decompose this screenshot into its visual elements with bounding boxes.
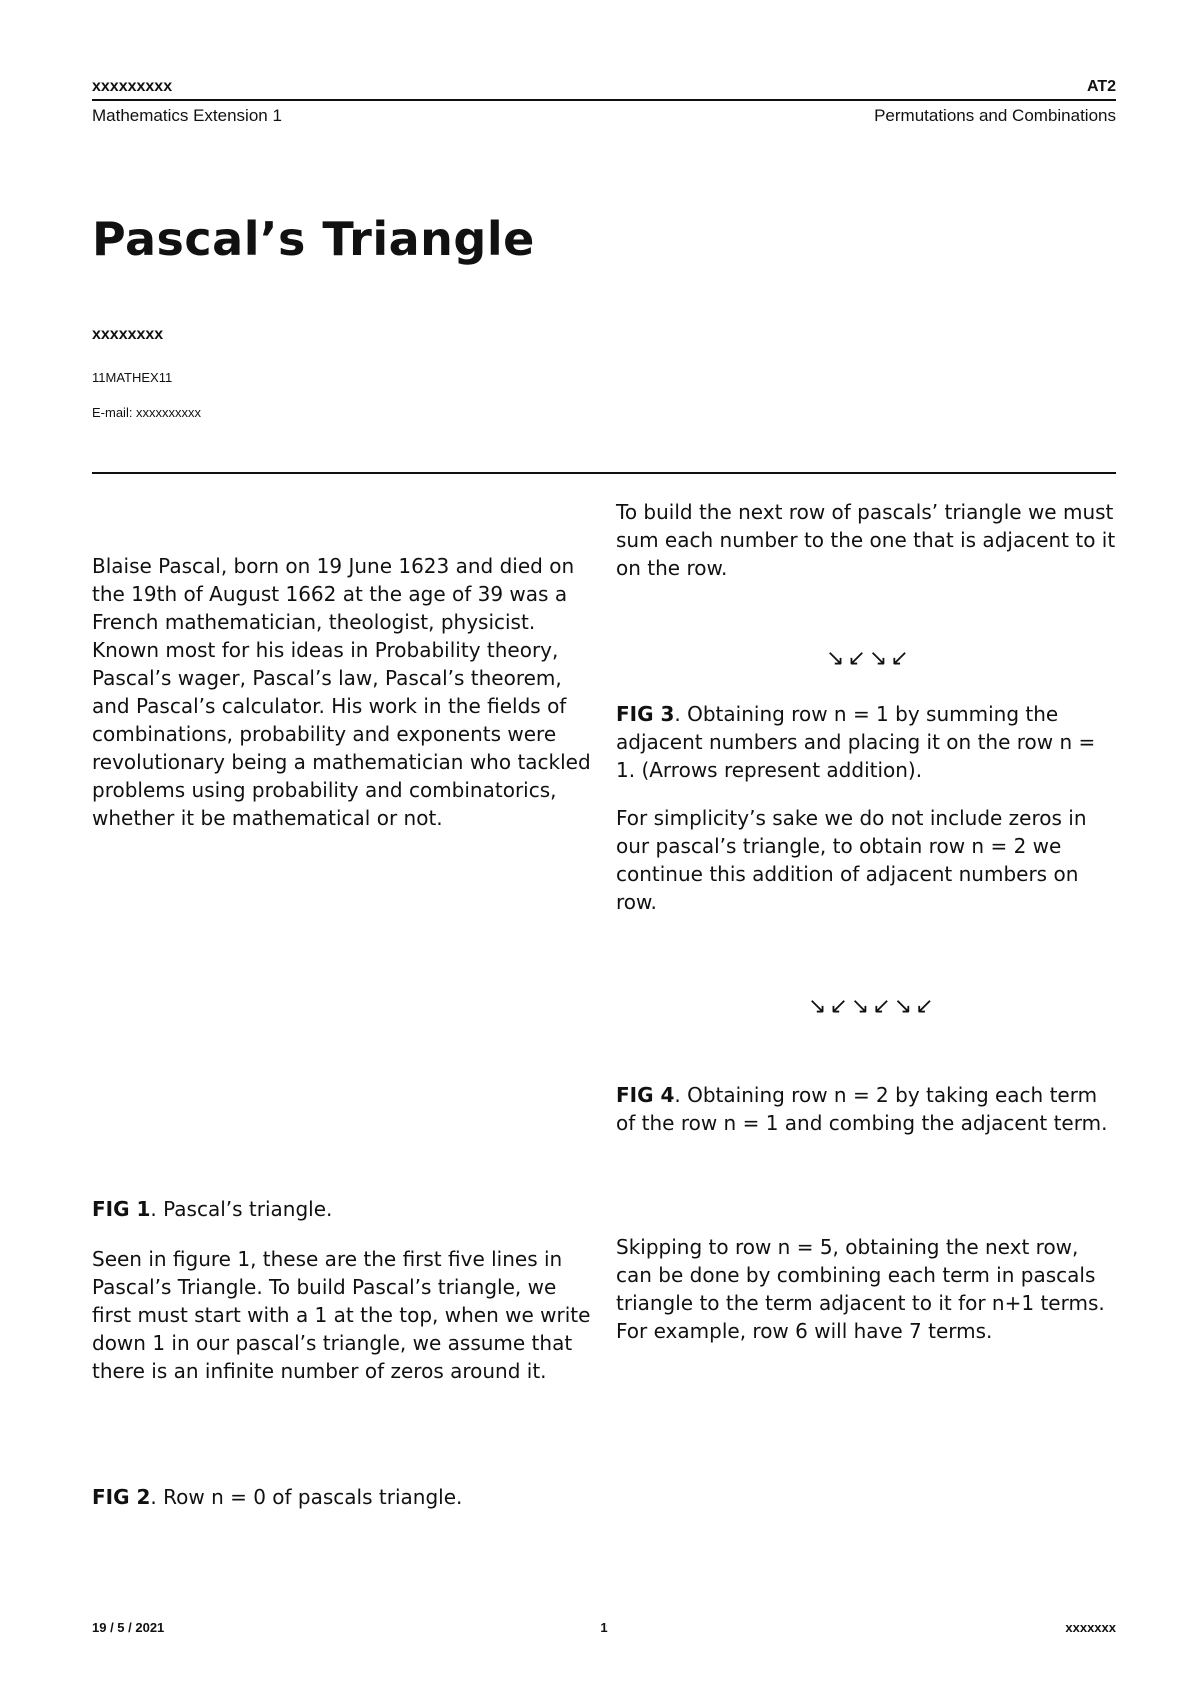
arrow-down-right-icon: ↘ — [826, 646, 845, 671]
para-simplicity: For simplicity’s sake we do not include zeros in our pascal’s triangle, to obtain row n = 2 we continue this addition of adjacent numbers on row. — [616, 806, 1087, 914]
fig3-caption-text: . Obtaining row n = 1 by summing the adjacent numbers and placing it on the row n = 1. (Arrows represent addition). — [616, 702, 1096, 782]
fig4-caption-text: . Obtaining row n = 2 by taking each term of the row n = 1 and combing the adjacent term. — [616, 1083, 1108, 1135]
right-para1 — [616, 498, 1116, 582]
arrow-down-right-icon: ↘ — [808, 994, 827, 1019]
para-building: Seen in figure 1, these are the first five lines in Pascal’s Triangle. To build Pascal’s triangle, we first must start with a 1 at the top, when we write down 1 in our pascal’s triangle, we assume that there is an infinite number of zeros around it. — [92, 1247, 591, 1383]
author-email: E-mail: xxxxxxxxxx — [92, 405, 202, 420]
fig3-arrows — [826, 648, 909, 670]
right-para2 — [616, 804, 1116, 916]
header-subline — [92, 106, 1116, 126]
fig3-caption — [616, 700, 1116, 784]
header-author: xxxxxxxxx — [92, 78, 173, 95]
header-course: Mathematics Extension 1 — [92, 106, 282, 125]
header-topic: Permutations and Combinations — [874, 106, 1116, 125]
para-skipping: Skipping to row n = 5, obtaining the next row, can be done by combining each term in pascals triangle to the term adjacent to it for n+1 terms. For example, row 6 will have 7 terms. — [616, 1235, 1105, 1343]
right-para3 — [616, 1233, 1116, 1345]
left-intro — [92, 552, 592, 832]
arrow-down-left-icon: ↙ — [872, 994, 891, 1019]
arrow-down-left-icon: ↙ — [915, 994, 934, 1019]
header-rule — [92, 99, 1116, 101]
arrow-down-left-icon: ↙ — [890, 646, 909, 671]
left-para2 — [92, 1245, 592, 1385]
fig1-label: FIG 1 — [92, 1197, 151, 1221]
footer-right: xxxxxxx — [1065, 1620, 1116, 1635]
arrow-down-right-icon: ↘ — [893, 994, 913, 1019]
fig4-caption — [616, 1081, 1116, 1137]
class-code: 11MATHEX11 — [92, 370, 173, 385]
author-name: xxxxxxxx — [92, 326, 164, 343]
fig1-caption — [92, 1195, 592, 1223]
footer-date: 19 / 5 / 2021 — [92, 1620, 165, 1635]
fig4-label: FIG 4 — [616, 1083, 675, 1107]
fig2-caption-text: . Row n = 0 of pascals triangle. — [150, 1485, 463, 1509]
page-title: Pascal’s Triangle — [92, 212, 535, 266]
running-header — [92, 78, 1116, 96]
page-number: 1 — [600, 1620, 608, 1635]
fig2-label: FIG 2 — [92, 1485, 151, 1509]
fig1-caption-text: . Pascal’s triangle. — [150, 1197, 333, 1221]
header-task: AT2 — [1086, 78, 1116, 95]
fig3-label: FIG 3 — [616, 702, 675, 726]
arrow-down-right-icon: ↘ — [868, 646, 888, 671]
arrow-down-left-icon: ↙ — [847, 646, 866, 671]
arrow-down-right-icon: ↘ — [850, 994, 870, 1019]
fig2-caption — [92, 1483, 592, 1511]
fig4-arrows — [808, 996, 934, 1018]
arrow-down-left-icon: ↙ — [829, 994, 848, 1019]
intro-paragraph: Blaise Pascal, born on 19 June 1623 and died on the 19th of August 1662 at the age of 39 was a French mathematician, theologist, physicist. Known most for his ideas in Probability theory, Pascal’s wager, Pascal’s law, Pascal’s theorem, and Pascal’s calculator. His work in the fields of combinations, probability and exponents were revolutionary being a mathematician who tackled problems using probability and combinatorics, whether it be mathematical or not. — [92, 554, 591, 830]
title-rule — [92, 472, 1116, 474]
para-next-row: To build the next row of pascals’ triangle we must sum each number to the one that is adjacent to it on the row. — [616, 500, 1116, 580]
